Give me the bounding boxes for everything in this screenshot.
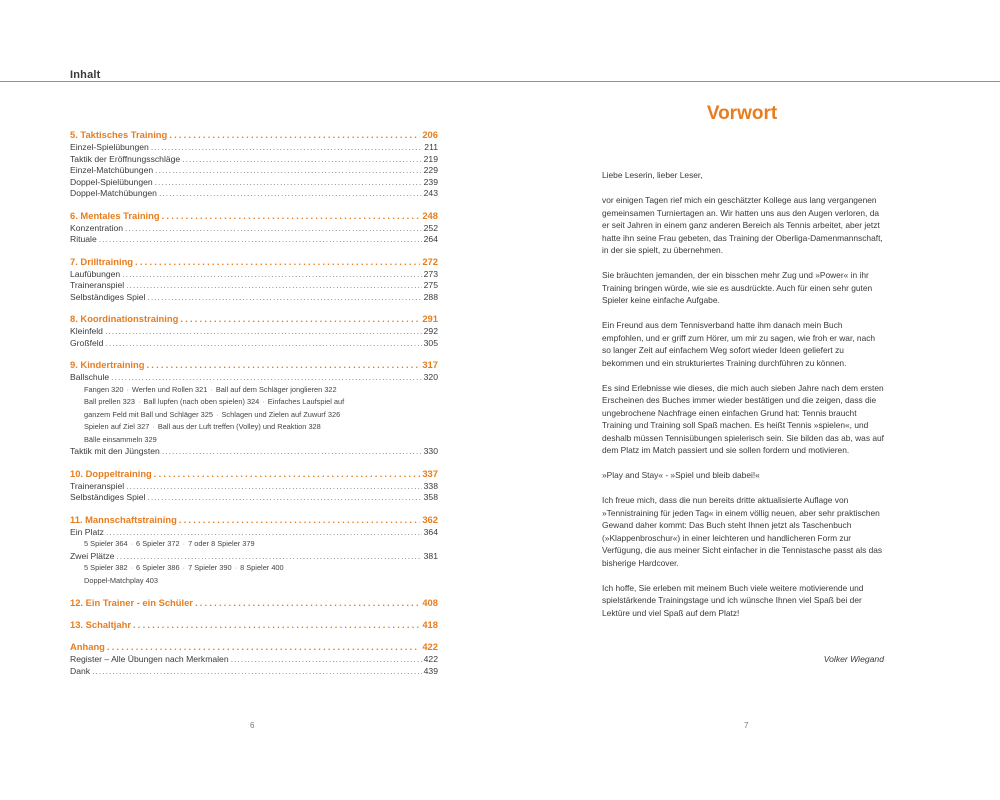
chapter-page: 206	[422, 129, 438, 140]
entry-title: Taktik mit den Jüngsten	[70, 446, 160, 456]
toc-subentry: 5 Spieler 382	[84, 563, 128, 572]
separator-dot: ·	[182, 539, 186, 548]
chapter-title: 8. Koordinationstraining	[70, 313, 179, 324]
chapter-page: 362	[422, 513, 438, 525]
toc-entry	[70, 269, 438, 281]
page-number-left: 6	[250, 721, 255, 730]
chapter-page: 317	[422, 359, 438, 370]
entry-title: Einzel-Spielübungen	[70, 142, 149, 152]
entry-title: Dank	[70, 665, 91, 676]
toc-chapter-heading	[70, 313, 438, 325]
separator-dot: ·	[137, 397, 141, 406]
toc-chapter-heading	[70, 210, 438, 222]
page-number-right: 7	[744, 721, 749, 730]
toc-subentry-line	[84, 396, 438, 409]
toc-subentry: 6 Spieler 372	[136, 539, 180, 548]
dot-leader	[154, 468, 421, 480]
toc-entry	[70, 292, 438, 304]
vorwort-paragraph: Ein Freund aus dem Tennisverband hatte ihm danach mein Buch empfohlen, und er griff zum Hörer, um mir zu sagen, wie froh er war, nach so langer Zeit auf einfachem Weg sofort wieder Ideen geliefert zu bekommen und ein strukturiertes Training durchführen zu können.	[602, 320, 876, 368]
chapter-title: 12. Ein Trainer - ein Schüler	[70, 597, 193, 608]
dot-leader	[179, 514, 421, 526]
entry-page: 381	[423, 550, 438, 561]
separator-dot: ·	[216, 409, 219, 419]
vorwort-paragraph: Liebe Leserin, lieber Leser,	[602, 170, 703, 180]
toc-chapter	[70, 597, 438, 609]
chapter-title: 13. Schaltjahr	[70, 619, 131, 630]
toc-chapter-heading	[70, 256, 438, 268]
dot-leader	[99, 234, 422, 246]
vorwort-paragraph: Ich hoffe, Sie erleben mit meinem Buch viele weitere motivierende und spielstärkende Trainingstage und ich wünsche Ihnen viel Spaß bei der Lektüre und viel Spaß auf dem Platz!	[602, 582, 864, 618]
entry-page: 264	[423, 234, 438, 244]
entry-title: Zwei Plätze	[70, 550, 115, 561]
entry-page: 292	[423, 326, 438, 336]
dot-leader	[107, 641, 420, 653]
toc-subentry-line	[84, 409, 438, 422]
dot-leader	[169, 129, 420, 141]
entry-title: Laufübungen	[70, 268, 121, 279]
dot-leader	[148, 292, 422, 304]
toc-subentry: Spielen auf Ziel 327	[84, 422, 150, 431]
toc-entry	[70, 154, 438, 166]
toc-subentry: ganzem Feld mit Ball und Schläger 325	[84, 409, 213, 419]
separator-dot: ·	[126, 384, 129, 394]
table-of-contents	[70, 129, 438, 687]
toc-subentry-line	[84, 421, 438, 434]
entry-title: Traineranspiel	[70, 480, 125, 491]
separator-dot: ·	[130, 563, 134, 572]
separator-dot: ·	[182, 563, 186, 572]
dot-leader	[148, 492, 422, 504]
toc-entry	[70, 326, 438, 338]
toc-entry	[70, 177, 438, 189]
toc-entry	[70, 234, 438, 246]
separator-dot: ·	[210, 384, 213, 394]
dot-leader	[180, 313, 420, 325]
entry-title: Selbständiges Spiel	[70, 492, 146, 502]
toc-entry	[70, 280, 438, 292]
chapter-title: 6. Mentales Training	[70, 209, 160, 221]
toc-subentry: Bälle einsammeln 329	[84, 434, 157, 444]
entry-page: 422	[423, 654, 438, 664]
toc-entry	[70, 142, 438, 154]
entry-title: Traineranspiel	[70, 280, 125, 290]
chapter-title: 7. Drilltraining	[70, 255, 134, 267]
vorwort-paragraph: Sie bräuchten jemanden, der ein bisschen mehr Zug und »Power« in ihr Training bringen würde, wie sie es ausdrückte. Auch für einen sehr guten Spieler keine einfache Aufgabe.	[602, 270, 873, 305]
toc-chapter-heading	[70, 514, 438, 526]
toc-entry	[70, 338, 438, 350]
toc-subentries	[70, 562, 438, 587]
toc-entry	[70, 666, 438, 678]
toc-entry	[70, 654, 438, 666]
vorwort-paragraph: Es sind Erlebnisse wie dieses, die mich auch sieben Jahre nach dem ersten Erscheinen des Buches immer wieder bestätigen und die zeigen, dass die ungebrochene Nachfrage einen einfachen Grund hat: Tennis braucht Training und Training soll Spaß machen. Es heißt Tennis »spielen«, und deshalb müssen Tennisübungen spielerisch sein. Sie bilden das ab, was auf dem Platz im Match passiert und sie sollen fordern und motivieren.	[602, 382, 884, 455]
toc-subentry: 7 Spieler 390	[188, 563, 232, 572]
entry-title: Doppel-Matchübungen	[70, 188, 157, 198]
vorwort-paragraph: »Play and Stay« - »Spiel und bleib dabei!«	[602, 470, 760, 480]
dot-leader	[159, 188, 422, 200]
toc-entry	[70, 492, 438, 504]
dot-leader	[122, 269, 421, 281]
toc-subentry-line	[84, 538, 438, 551]
toc-subentry: Einfaches Laufspiel auf	[267, 397, 345, 406]
toc-chapter	[70, 514, 438, 588]
entry-title: Doppel-Spielübungen	[70, 176, 153, 187]
chapter-title: 11. Mannschaftstraining	[70, 513, 177, 525]
dot-leader	[231, 654, 422, 666]
vorwort-body	[602, 169, 886, 632]
entry-page: 358	[423, 492, 438, 502]
toc-entry	[70, 446, 438, 458]
toc-chapter	[70, 256, 438, 304]
toc-chapter	[70, 359, 438, 458]
toc-chapter	[70, 619, 438, 631]
entry-page: 439	[423, 665, 438, 676]
entry-title: Ein Platz	[70, 526, 104, 537]
entry-page: 288	[423, 291, 438, 302]
toc-subentry: Ball aus der Luft treffen (Volley) und Reaktion 328	[157, 422, 321, 431]
dot-leader	[135, 256, 420, 268]
toc-entry	[70, 372, 438, 384]
entry-page: 305	[423, 337, 438, 348]
toc-subentry: 7 oder 8 Spieler 379	[188, 539, 255, 548]
entry-title: Konzentration	[70, 222, 124, 233]
dot-leader	[155, 165, 422, 177]
entry-page: 243	[423, 188, 438, 198]
toc-subentry: Fangen 320	[84, 384, 124, 394]
toc-subentry-line	[84, 575, 438, 588]
entry-title: Ballschule	[70, 372, 110, 382]
entry-page: 252	[423, 222, 438, 233]
dot-leader	[125, 223, 422, 235]
dot-leader	[182, 154, 421, 166]
toc-subentry-line	[84, 562, 438, 575]
toc-subentries	[70, 384, 438, 447]
entry-page: 330	[423, 446, 438, 456]
entry-page: 338	[423, 480, 438, 491]
chapter-page: 337	[422, 467, 438, 479]
entry-page: 364	[423, 526, 438, 537]
dot-leader	[147, 359, 421, 371]
separator-dot: ·	[130, 539, 134, 548]
toc-entry	[70, 481, 438, 493]
chapter-page: 418	[422, 619, 438, 630]
dot-leader	[116, 551, 421, 563]
dot-leader	[151, 142, 422, 154]
entry-title: Großfeld	[70, 337, 104, 348]
toc-chapter-heading	[70, 359, 438, 371]
toc-subentry: Werfen und Rollen 321	[131, 384, 208, 394]
entry-page: 275	[423, 280, 438, 290]
toc-subentry: 8 Spieler 400	[240, 563, 284, 572]
running-header: Inhalt	[70, 69, 101, 81]
entry-title: Taktik der Eröffnungsschläge	[70, 153, 181, 164]
entry-title: Register – Alle Übungen nach Merkmalen	[70, 654, 229, 664]
entry-page: 211	[424, 142, 438, 152]
dot-leader	[92, 666, 422, 678]
entry-title: Selbständiges Spiel	[70, 291, 146, 302]
toc-subentry: 5 Spieler 364	[84, 539, 128, 548]
toc-chapter	[70, 468, 438, 504]
chapter-page: 248	[422, 209, 438, 221]
dot-leader	[162, 210, 421, 222]
toc-chapter	[70, 313, 438, 349]
toc-subentry: Ball lupfen (nach oben spielen) 324	[143, 397, 260, 406]
entry-title: Rituale	[70, 234, 97, 244]
dot-leader	[126, 481, 422, 493]
entry-page: 273	[423, 268, 438, 279]
toc-entry	[70, 165, 438, 177]
toc-subentry-line	[84, 384, 438, 397]
chapter-title: 5. Taktisches Training	[70, 129, 168, 140]
dot-leader	[105, 326, 422, 338]
dot-leader	[126, 280, 422, 292]
toc-chapter	[70, 641, 438, 677]
separator-dot: ·	[262, 397, 265, 406]
toc-entry	[70, 551, 438, 563]
chapter-page: 408	[422, 597, 438, 608]
dot-leader	[162, 446, 422, 458]
entry-title: Kleinfeld	[70, 326, 103, 336]
toc-entry	[70, 223, 438, 235]
toc-subentry: Ball auf dem Schläger jonglieren 322	[215, 384, 337, 394]
toc-chapter-heading	[70, 641, 438, 653]
dot-leader	[105, 338, 421, 350]
separator-dot: ·	[234, 563, 238, 572]
toc-chapter-heading	[70, 619, 438, 631]
toc-entry	[70, 188, 438, 200]
entry-title: Einzel-Matchübungen	[70, 165, 154, 175]
vorwort-paragraph: Ich freue mich, dass die nun bereits dritte aktualisierte Auflage von »Tennistraining für jeden Tag« in einem völlig neuen, aber sehr praktischen Gewand daher kommt: Das Buch steht Ihnen jetzt als Taschenbuch (»Klappenbroschur«) in einer leichteren und handlicheren Form zur Verfügung, die aus meiner Sicht einfacher in die Tennistasche passt als das bisherige Hardcover.	[602, 495, 883, 568]
chapter-page: 422	[422, 641, 438, 652]
toc-chapter	[70, 129, 438, 200]
toc-subentry: Ball prellen 323	[84, 397, 135, 406]
toc-subentry: Schlagen und Zielen auf Zuwurf 326	[221, 409, 341, 419]
dot-leader	[106, 527, 422, 539]
dot-leader	[195, 597, 420, 609]
toc-entry	[70, 527, 438, 539]
entry-page: 239	[423, 176, 438, 187]
dot-leader	[155, 177, 422, 189]
toc-subentries	[70, 538, 438, 551]
toc-subentry: 6 Spieler 386	[136, 563, 180, 572]
chapter-page: 272	[422, 255, 438, 267]
signature: Volker Wiegand	[823, 654, 884, 664]
toc-chapter	[70, 210, 438, 246]
toc-chapter-heading	[70, 468, 438, 480]
chapter-title: 10. Doppeltraining	[70, 467, 152, 479]
vorwort-paragraph: vor einigen Tagen rief mich ein geschätzter Kollege aus lang vergangenen gemeinsamen Turniertagen an. Wir hatten uns aus den Augen verloren, da er seit Jahren in einem ganz anderen Bereich als Tennis arbeitet, aber jetzt hatte ihn seine Frau gebeten, das Training der Oberliga-Damenmannschaft, in der sie spielt, zu übernehmen.	[602, 195, 883, 255]
entry-page: 219	[423, 153, 438, 164]
chapter-title: 9. Kindertraining	[70, 359, 145, 370]
vorwort-title: Vorwort	[706, 103, 778, 124]
separator-dot: ·	[152, 422, 155, 431]
toc-chapter-heading	[70, 597, 438, 609]
chapter-page: 291	[422, 313, 438, 324]
dot-leader	[111, 372, 421, 384]
toc-subentry: Doppel-Matchplay 403	[84, 575, 158, 585]
entry-page: 320	[423, 372, 438, 382]
toc-chapter-heading	[70, 129, 438, 141]
entry-page: 229	[423, 165, 438, 175]
header-rule	[0, 81, 1000, 82]
chapter-title: Anhang	[70, 641, 105, 652]
toc-subentry-line	[84, 434, 438, 447]
dot-leader	[133, 619, 420, 631]
